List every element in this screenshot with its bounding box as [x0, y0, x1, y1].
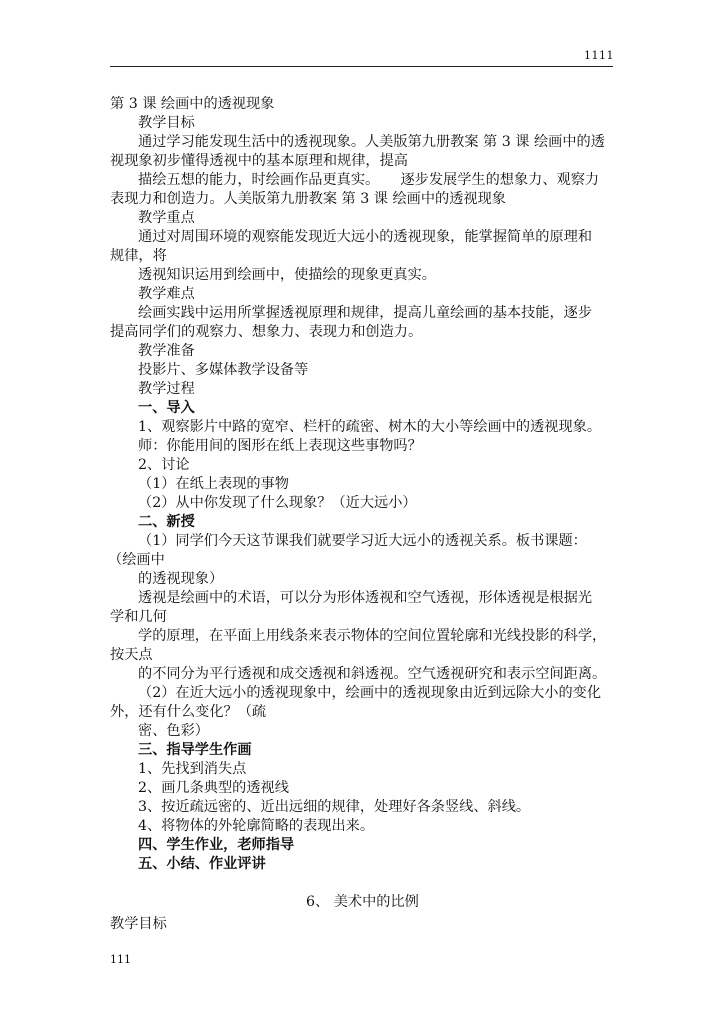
step-heading: 三、指导学生作画: [138, 742, 252, 758]
paragraph-line: （1）同学们今天这节课我们就要学习近大远小的透视关系。板书课题：: [138, 533, 587, 549]
section-heading: 教学目标: [110, 916, 167, 932]
paragraph-line: 外，还有什么变化？（疏: [110, 704, 267, 720]
paragraph-line: 提高同学们的观察力、想象力、表现力和创造力。: [110, 324, 423, 340]
next-lesson-title: 6、 美术中的比例: [306, 894, 419, 910]
paragraph-line: 通过学习能发现生活中的透视现象。人美版第九册教案 第 3 课 绘画中的透: [138, 134, 605, 150]
paragraph-line: 师：你能用间的图形在纸上表现这些事物吗？: [138, 438, 422, 454]
section-heading: 教学难点: [138, 286, 195, 302]
section-heading: 教学重点: [138, 210, 195, 226]
paragraph-line: 绘画实践中运用所掌握透视原理和规律，提高儿童绘画的基本技能，逐步: [138, 305, 593, 321]
header-divider: [110, 66, 613, 67]
paragraph-line: 3、按近疏远密的、近出远细的规律，处理好各条竖线、斜线。: [138, 799, 531, 815]
paragraph-line: 表现力和创造力。人美版第九册教案 第 3 课 绘画中的透视现象: [110, 191, 506, 207]
paragraph-line: 透视知识运用到绘画中，使描绘的现象更真实。: [138, 267, 436, 283]
section-heading: 教学过程: [138, 381, 195, 397]
step-heading: 四、学生作业，老师指导: [138, 837, 295, 853]
section-heading: 教学目标: [138, 115, 195, 131]
paragraph-line: 按天点: [110, 647, 153, 663]
header-page-number: 1111: [584, 49, 614, 62]
paragraph-line: （2）在近大远小的透视现象中，绘画中的透视现象由近到远除大小的变化: [138, 685, 602, 701]
step-heading: 二、新授: [138, 514, 195, 530]
paragraph-line: 2、画几条典型的透视线: [138, 780, 289, 796]
paragraph-line: 投影片、多媒体教学设备等: [138, 362, 309, 378]
paragraph-line: 1、观察影片中路的宽窄、栏杆的疏密、树木的大小等绘画中的透视现象。: [138, 419, 602, 435]
paragraph-line: 学的原理，在平面上用线条来表示物体的空间位置轮廓和光线投影的科学，: [138, 628, 607, 644]
section-heading: 教学准备: [138, 343, 195, 359]
paragraph-line: 的透视现象）: [138, 571, 224, 587]
paragraph-line: 2、讨论: [138, 457, 190, 473]
lesson-title: 第 3 课 绘画中的透视现象: [110, 96, 275, 112]
paragraph-line: 通过对周围环境的观察能发现近大远小的透视现象，能掌握简单的原理和: [138, 229, 593, 245]
paragraph-line: 的不同分为平行透视和成交透视和斜透视。空气透视研究和表示空间距离。: [138, 666, 607, 682]
paragraph-line: 描绘五想的能力，时绘画作品更真实。 逐步发展学生的想象力、观察力: [138, 172, 600, 188]
paragraph-line: （绘画中: [108, 552, 165, 568]
footer-page-number: 111: [110, 953, 131, 966]
paragraph-line: 密、色彩）: [138, 723, 209, 739]
paragraph-line: 规律，将: [110, 248, 167, 264]
step-heading: 一、导入: [138, 400, 195, 416]
paragraph-line: 1、先找到消失点: [138, 761, 247, 777]
step-heading: 五、小结、作业评讲: [138, 856, 266, 872]
paragraph-line: 透视是绘画中的术语，可以分为形体透视和空气透视，形体透视是根据光: [138, 590, 593, 606]
paragraph-line: 4、将物体的外轮廓简略的表现出来。: [138, 818, 375, 834]
paragraph-line: （1）在纸上表现的事物: [138, 476, 289, 492]
paragraph-line: 学和几何: [110, 609, 167, 625]
paragraph-line: （2）从中你发现了什么现象？（近大远小）: [138, 495, 417, 511]
paragraph-line: 视现象初步懂得透视中的基本原理和规律，提高: [110, 153, 408, 169]
